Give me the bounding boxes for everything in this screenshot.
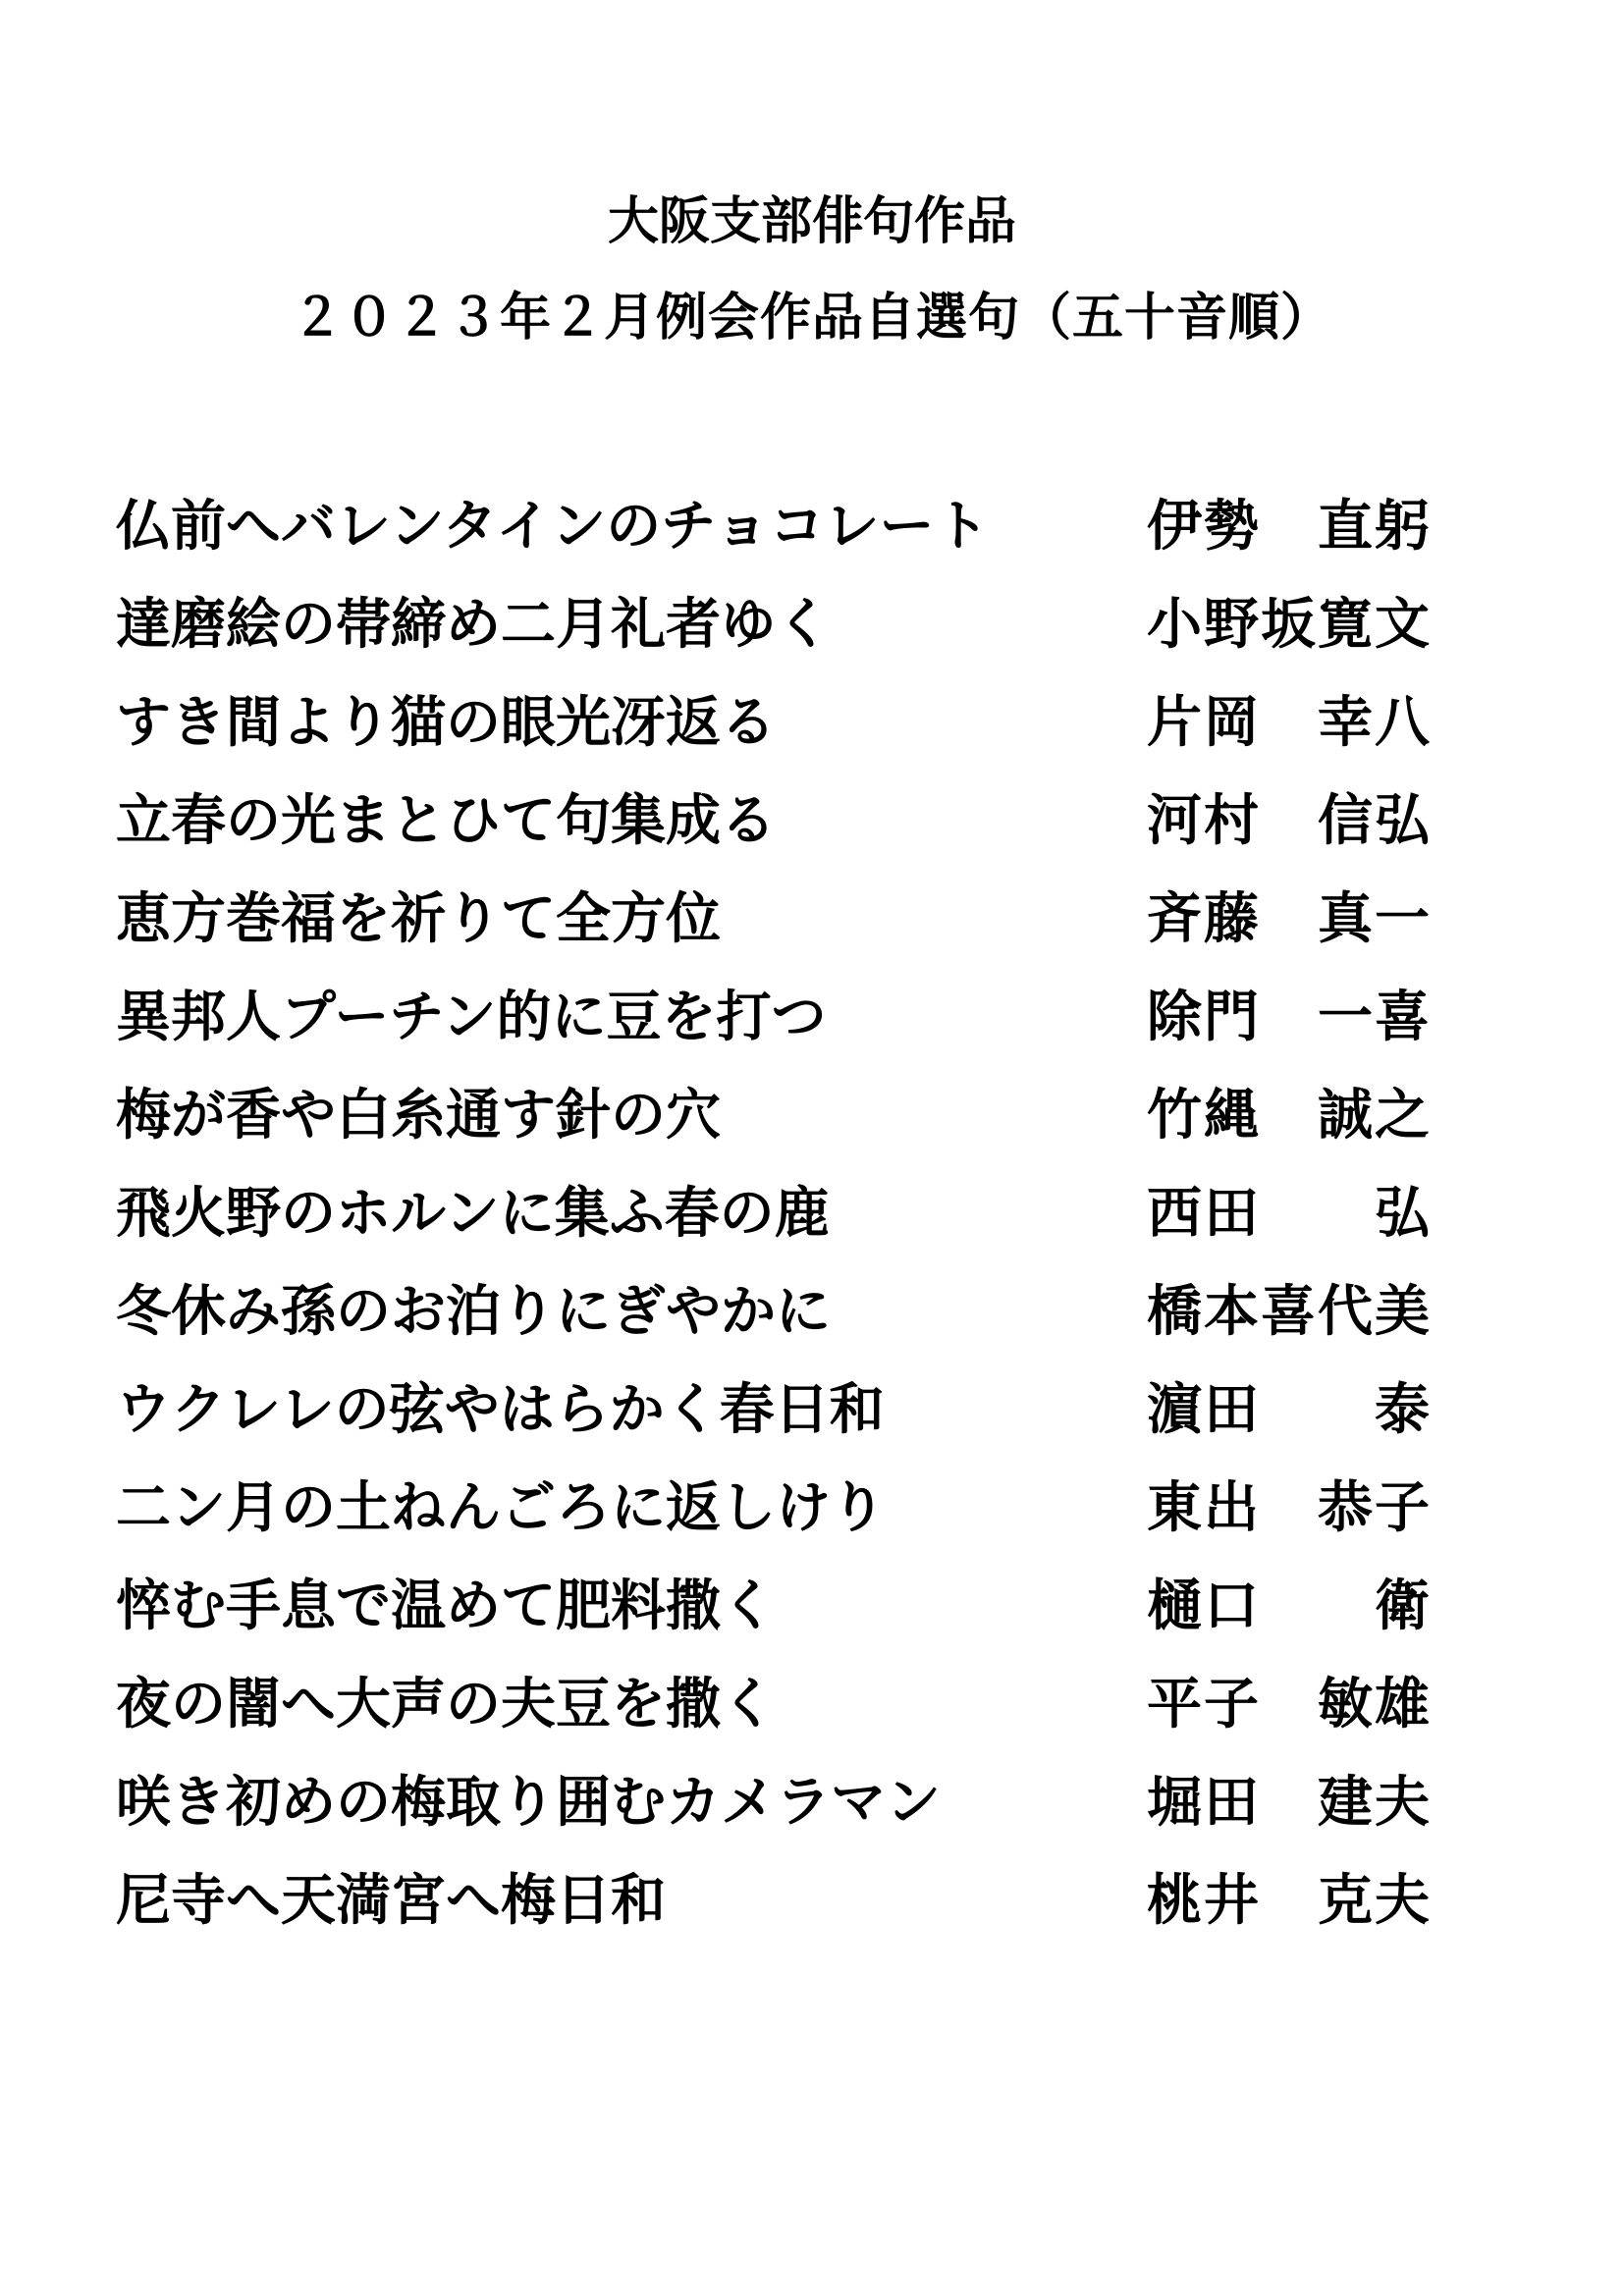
haiku-entry — [116, 1557, 1510, 1655]
haiku-text: 咲き初めの梅取り囲むカメラマン — [116, 1770, 941, 1835]
haiku-text: 悴む手息で温めて肥料撒く — [116, 1574, 776, 1638]
haiku-list — [116, 477, 1510, 1949]
haiku-entry — [116, 1262, 1510, 1361]
haiku-entry — [116, 1361, 1510, 1459]
haiku-entry — [116, 477, 1510, 575]
haiku-text: 立春の光まとひて句集成る — [116, 788, 776, 853]
page-title: 大阪支部俳句作品 — [607, 191, 1016, 251]
haiku-text: 達磨絵の帯締め二月礼者ゆく — [116, 592, 831, 657]
haiku-text: 恵方巻福を祈りて全方位 — [116, 886, 721, 951]
author-name: 除門 一喜 — [1147, 985, 1432, 1049]
haiku-entry — [116, 1066, 1510, 1164]
haiku-text: 尼寺へ天満宮へ梅日和 — [116, 1868, 666, 1933]
haiku-entry — [116, 1459, 1510, 1557]
author-name: 片岡 幸八 — [1147, 690, 1432, 755]
author-name: 濵田 泰 — [1147, 1377, 1432, 1442]
haiku-entry — [116, 1851, 1510, 1949]
author-name: 西田 弘 — [1147, 1181, 1432, 1246]
author-name: 桃井 克夫 — [1147, 1868, 1432, 1933]
haiku-entry — [116, 1164, 1510, 1262]
haiku-entry — [116, 1655, 1510, 1753]
haiku-entry — [116, 772, 1510, 870]
haiku-text: 仏前へバレンタインのチョコレート — [116, 494, 990, 559]
page-subtitle: ２０２３年２月例会作品自選句（五十音順） — [291, 288, 1332, 347]
author-name: 樋口 衛 — [1147, 1574, 1432, 1638]
haiku-entry — [116, 870, 1510, 968]
author-name: 竹縄 誠之 — [1147, 1083, 1432, 1148]
author-name: 堀田 建夫 — [1147, 1770, 1432, 1835]
author-name: 橋本喜代美 — [1147, 1279, 1432, 1344]
author-name: 東出 恭子 — [1147, 1475, 1432, 1540]
haiku-text: すき間より猫の眼光冴返る — [116, 690, 776, 755]
haiku-text: 梅が香や白糸通す針の穴 — [116, 1083, 721, 1148]
haiku-text: 夜の闇へ大声の夫豆を撒く — [116, 1672, 776, 1736]
author-name: 斉藤 真一 — [1147, 886, 1432, 951]
haiku-text: 冬休み孫のお泊りにぎやかに — [116, 1279, 831, 1344]
author-name: 伊勢 直躬 — [1147, 494, 1432, 559]
author-name: 平子 敏雄 — [1147, 1672, 1432, 1736]
haiku-entry — [116, 575, 1510, 673]
haiku-entry — [116, 673, 1510, 772]
haiku-text: 異邦人プーチン的に豆を打つ — [116, 985, 827, 1049]
haiku-text: ウクレレの弦やはらかく春日和 — [116, 1377, 885, 1442]
haiku-text: 二ン月の土ねんごろに返しけり — [116, 1475, 886, 1540]
author-name: 小野坂寛文 — [1147, 592, 1432, 657]
haiku-entry — [116, 1753, 1510, 1851]
author-name: 河村 信弘 — [1147, 788, 1432, 853]
haiku-entry — [116, 968, 1510, 1066]
haiku-text: 飛火野のホルンに集ふ春の鹿 — [116, 1181, 830, 1246]
